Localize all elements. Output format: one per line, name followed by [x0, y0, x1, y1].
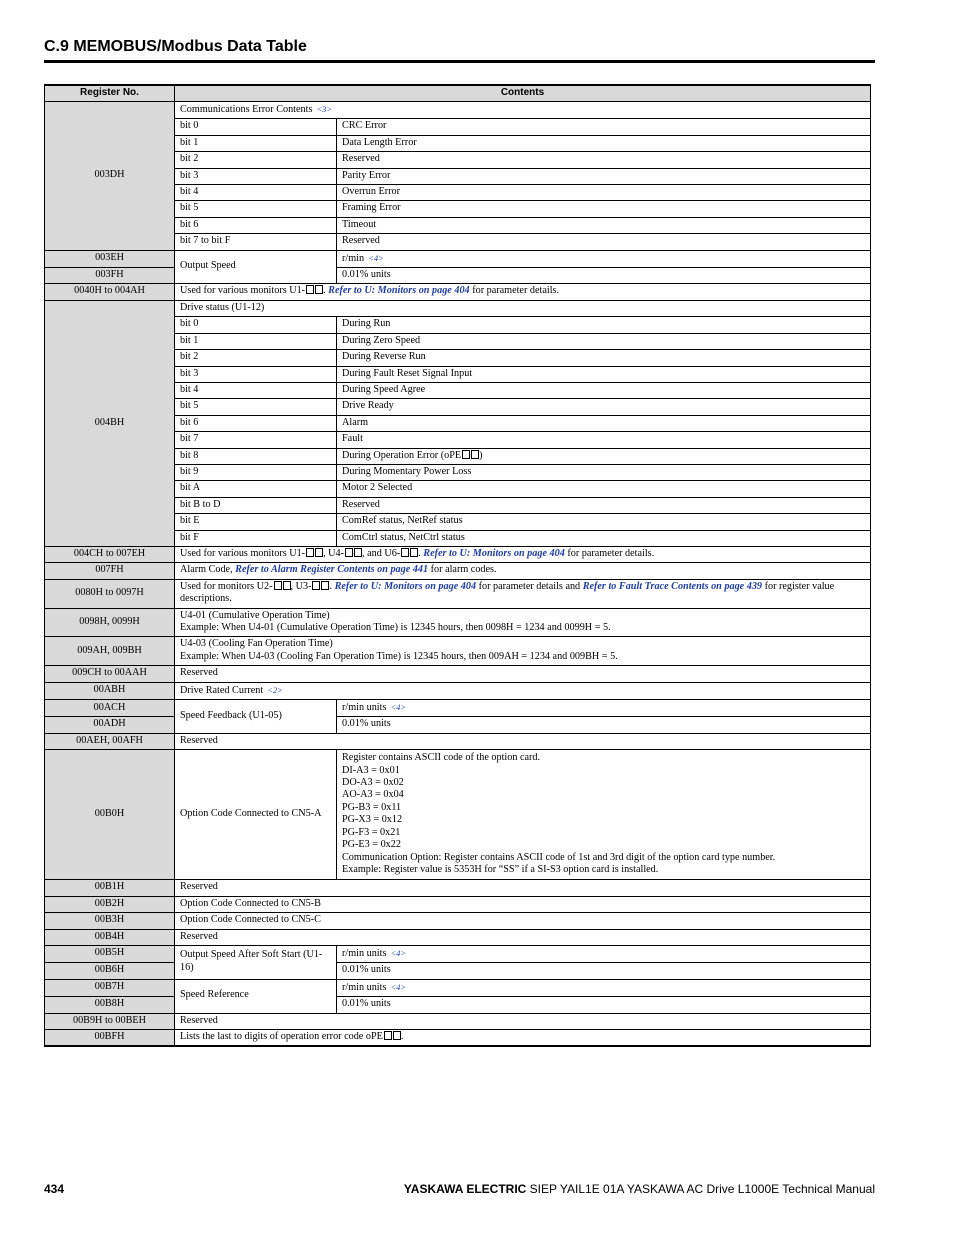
table-row: [45, 300, 871, 316]
digit-box-icon: [312, 581, 320, 590]
digit-box-icon: [306, 285, 314, 294]
register-cell: 007FH: [45, 563, 175, 579]
bit-desc: Data Length Error: [337, 135, 871, 151]
table-row: [45, 896, 871, 912]
contents-cell: Alarm Code, Refer to Alarm Register Contents on page 441 for alarm codes.: [175, 563, 871, 579]
bit-desc: Alarm: [337, 415, 871, 431]
bit-desc: Framing Error: [337, 201, 871, 217]
contents-cell: Option Code Connected to CN5-C: [175, 913, 871, 929]
bit-cell: bit 2: [175, 152, 337, 168]
bit-desc: Reserved: [337, 234, 871, 250]
value-cell: 0.01% units: [337, 717, 871, 733]
note-ref[interactable]: <4>: [390, 981, 407, 992]
bit-desc: Reserved: [337, 497, 871, 513]
table-row: [45, 563, 871, 579]
register-cell: 004CH to 007EH: [45, 546, 175, 562]
table-row: [45, 979, 871, 996]
bit-cell: bit 4: [175, 185, 337, 201]
contents-cell: Drive status (U1-12): [175, 300, 871, 316]
register-cell: 00B8H: [45, 997, 175, 1013]
bit-desc: During Reverse Run: [337, 350, 871, 366]
footer-brand: YASKAWA ELECTRIC: [403, 1182, 527, 1196]
value-cell: r/min units <4>: [337, 700, 871, 717]
bit-cell: bit F: [175, 530, 337, 546]
title-rule: [44, 60, 875, 63]
value-cell: r/min units <4>: [337, 979, 871, 996]
bit-cell: bit 4: [175, 382, 337, 398]
contents-cell: Used for monitors U2- , U3- . Refer to U: Monitors on page 404 for parameter details and Refer to Fault Trace Contents on page 439 for register value descriptions.: [175, 579, 871, 608]
register-cell: 00ADH: [45, 717, 175, 733]
note-ref[interactable]: <3>: [316, 104, 333, 114]
register-cell: 004BH: [45, 300, 175, 546]
register-cell: 00B2H: [45, 896, 175, 912]
register-cell: 00ACH: [45, 700, 175, 717]
bit-desc: ComCtrl status, NetCtrl status: [337, 530, 871, 546]
table-row: [45, 963, 871, 979]
table-row: [45, 700, 871, 717]
bit-desc: Drive Ready: [337, 399, 871, 415]
table-row: [45, 268, 871, 284]
cross-ref-link[interactable]: Refer to U: Monitors on page 404: [423, 547, 565, 559]
digit-box-icon: [283, 581, 291, 590]
digit-box-icon: [471, 450, 479, 459]
register-cell: 003DH: [45, 102, 175, 251]
bit-cell: bit 6: [175, 217, 337, 233]
contents-cell: Reserved: [175, 733, 871, 749]
bit-cell: bit 5: [175, 399, 337, 415]
table-row: [45, 1013, 871, 1029]
note-ref[interactable]: <4>: [390, 947, 407, 958]
table-row: [45, 750, 871, 880]
register-cell: 0040H to 004AH: [45, 284, 175, 300]
table-header-row: [45, 85, 871, 102]
table-row: [45, 102, 871, 119]
value-cell: 0.01% units: [337, 963, 871, 979]
table-row: [45, 997, 871, 1013]
contents-cell: Reserved: [175, 1013, 871, 1029]
register-cell: 00B3H: [45, 913, 175, 929]
bit-cell: bit 9: [175, 464, 337, 480]
bit-desc: During Fault Reset Signal Input: [337, 366, 871, 382]
bit-cell: bit 3: [175, 366, 337, 382]
table-row: [45, 1029, 871, 1046]
value-cell: r/min units <4>: [337, 945, 871, 962]
label-cell: Output Speed: [175, 250, 337, 284]
digit-box-icon: [354, 548, 362, 557]
table-row: [45, 682, 871, 699]
bit-desc: Timeout: [337, 217, 871, 233]
contents-cell: Drive Rated Current <2>: [175, 682, 871, 699]
table-row: [45, 250, 871, 267]
register-cell: 00BFH: [45, 1029, 175, 1046]
contents-cell: U4-01 (Cumulative Operation Time) Example: When U4-01 (Cumulative Operation Time) is 12345 hours, then 0098H = 1234 and 0099H = 5.: [175, 608, 871, 637]
digit-box-icon: [462, 450, 470, 459]
note-ref[interactable]: <2>: [267, 684, 283, 695]
table-row: [45, 666, 871, 682]
digit-box-icon: [401, 548, 409, 557]
cross-ref-link[interactable]: Refer to U: Monitors on page 404: [334, 580, 477, 592]
note-ref[interactable]: <4>: [390, 702, 407, 713]
bit-cell: bit 0: [175, 119, 337, 135]
register-cell: 003EH: [45, 250, 175, 267]
register-cell: 0080H to 0097H: [45, 579, 175, 608]
bit-cell: bit A: [175, 481, 337, 497]
digit-box-icon: [274, 581, 282, 590]
bit-desc: During Speed Agree: [337, 382, 871, 398]
footer-text: [404, 1182, 875, 1196]
register-cell: 00B4H: [45, 929, 175, 945]
digit-box-icon: [345, 548, 353, 557]
bit-cell: bit 5: [175, 201, 337, 217]
bit-cell: bit 6: [175, 415, 337, 431]
register-cell: 00B1H: [45, 880, 175, 896]
register-cell: 00B6H: [45, 963, 175, 979]
register-cell: 009AH, 009BH: [45, 637, 175, 666]
table-row: [45, 929, 871, 945]
bit-desc: During Run: [337, 317, 871, 333]
register-cell: 00B7H: [45, 979, 175, 996]
contents-cell: Communications Error Contents <3>: [175, 102, 871, 119]
bit-cell: bit 8: [175, 448, 337, 464]
bit-desc: During Zero Speed: [337, 333, 871, 349]
bit-cell: bit 7 to bit F: [175, 234, 337, 250]
header-contents: Contents: [175, 85, 871, 102]
table-row: [45, 913, 871, 929]
register-cell: 003FH: [45, 268, 175, 284]
digit-box-icon: [315, 548, 323, 557]
bit-cell: bit E: [175, 514, 337, 530]
page-title: C.9 MEMOBUS/Modbus Data Table: [44, 38, 307, 55]
bit-desc: ComRef status, NetRef status: [337, 514, 871, 530]
table-row: [45, 880, 871, 896]
table-row: [45, 637, 871, 666]
register-cell: 00B0H: [45, 750, 175, 880]
bit-cell: bit 3: [175, 168, 337, 184]
digit-box-icon: [306, 548, 314, 557]
note-ref[interactable]: <4>: [368, 252, 384, 263]
bit-cell: bit 1: [175, 333, 337, 349]
cross-ref-link[interactable]: Refer to U: Monitors on page 404: [328, 285, 470, 297]
register-cell: 00AEH, 00AFH: [45, 733, 175, 749]
label-cell: Speed Feedback (U1-05): [175, 700, 337, 734]
label-cell: Option Code Connected to CN5-A: [175, 750, 337, 880]
register-cell: 00B5H: [45, 945, 175, 962]
label-cell: Speed Reference: [175, 979, 337, 1013]
table-row: [45, 717, 871, 733]
bit-cell: bit 2: [175, 350, 337, 366]
value-cell: Register contains ASCII code of the option card. DI-A3 = 0x01 DO-A3 = 0x02 AO-A3 = 0x04 PG-B3 = 0x11 PG-X3 = 0x12 PG-F3 = 0x21 PG-E3 = 0x22 Communication Option: Register contains ASCII code of 1st and 3rd digit of the option card type number. Example: Register value is 5353H for “SS” if a SI-S3 option card is installed.: [337, 750, 871, 880]
bit-cell: bit 1: [175, 135, 337, 151]
bit-cell: bit 0: [175, 317, 337, 333]
label-cell: Output Speed After Soft Start (U1-16): [175, 945, 337, 979]
digit-box-icon: [410, 548, 418, 557]
table-row: [45, 579, 871, 608]
table-row: [45, 733, 871, 749]
bit-desc: Overrun Error: [337, 185, 871, 201]
register-cell: 009CH to 00AAH: [45, 666, 175, 682]
value-cell: r/min <4>: [337, 250, 871, 267]
bit-desc: CRC Error: [337, 119, 871, 135]
register-cell: 00ABH: [45, 682, 175, 699]
register-cell: 0098H, 0099H: [45, 608, 175, 637]
cross-ref-link[interactable]: Refer to Alarm Register Contents on page 441: [235, 564, 429, 576]
bit-cell: bit B to D: [175, 497, 337, 513]
bit-desc: Parity Error: [337, 168, 871, 184]
bit-desc: Motor 2 Selected: [337, 481, 871, 497]
bit-cell: bit 7: [175, 432, 337, 448]
contents-cell: Reserved: [175, 666, 871, 682]
bit-desc: Reserved: [337, 152, 871, 168]
contents-cell: U4-03 (Cooling Fan Operation Time) Example: When U4-03 (Cooling Fan Operation Time) is 12345 hours, then 009AH = 1234 and 009BH = 5.: [175, 637, 871, 666]
digit-box-icon: [384, 1031, 392, 1040]
value-cell: 0.01% units: [337, 997, 871, 1013]
page-number: 434: [44, 1182, 65, 1196]
header-register: Register No.: [45, 85, 175, 102]
contents-cell: Used for various monitors U1- . Refer to U: Monitors on page 404 for parameter details.: [175, 284, 871, 300]
bit-desc: During Momentary Power Loss: [337, 464, 871, 480]
bit-desc: Fault: [337, 432, 871, 448]
table-row: [45, 284, 871, 300]
contents-cell: Reserved: [175, 880, 871, 896]
contents-cell: Used for various monitors U1- , U4- , and U6- . Refer to U: Monitors on page 404 for parameter details.: [175, 546, 871, 562]
footer-manual: SIEP YAIL1E 01A YASKAWA AC Drive L1000E Technical Manual: [526, 1182, 875, 1196]
register-cell: 00B9H to 00BEH: [45, 1013, 175, 1029]
memobus-data-table: [44, 84, 871, 1047]
value-cell: 0.01% units: [337, 268, 871, 284]
table-row: [45, 608, 871, 637]
table-row: [45, 546, 871, 562]
digit-box-icon: [393, 1031, 401, 1040]
bit-desc: During Operation Error (oPE ): [337, 448, 871, 464]
contents-cell: Option Code Connected to CN5-B: [175, 896, 871, 912]
contents-cell: Lists the last to digits of operation error code oPE .: [175, 1029, 871, 1046]
digit-box-icon: [315, 285, 323, 294]
table-row: [45, 945, 871, 962]
contents-cell: Reserved: [175, 929, 871, 945]
cross-ref-link[interactable]: Refer to Fault Trace Contents on page 439: [582, 580, 763, 592]
